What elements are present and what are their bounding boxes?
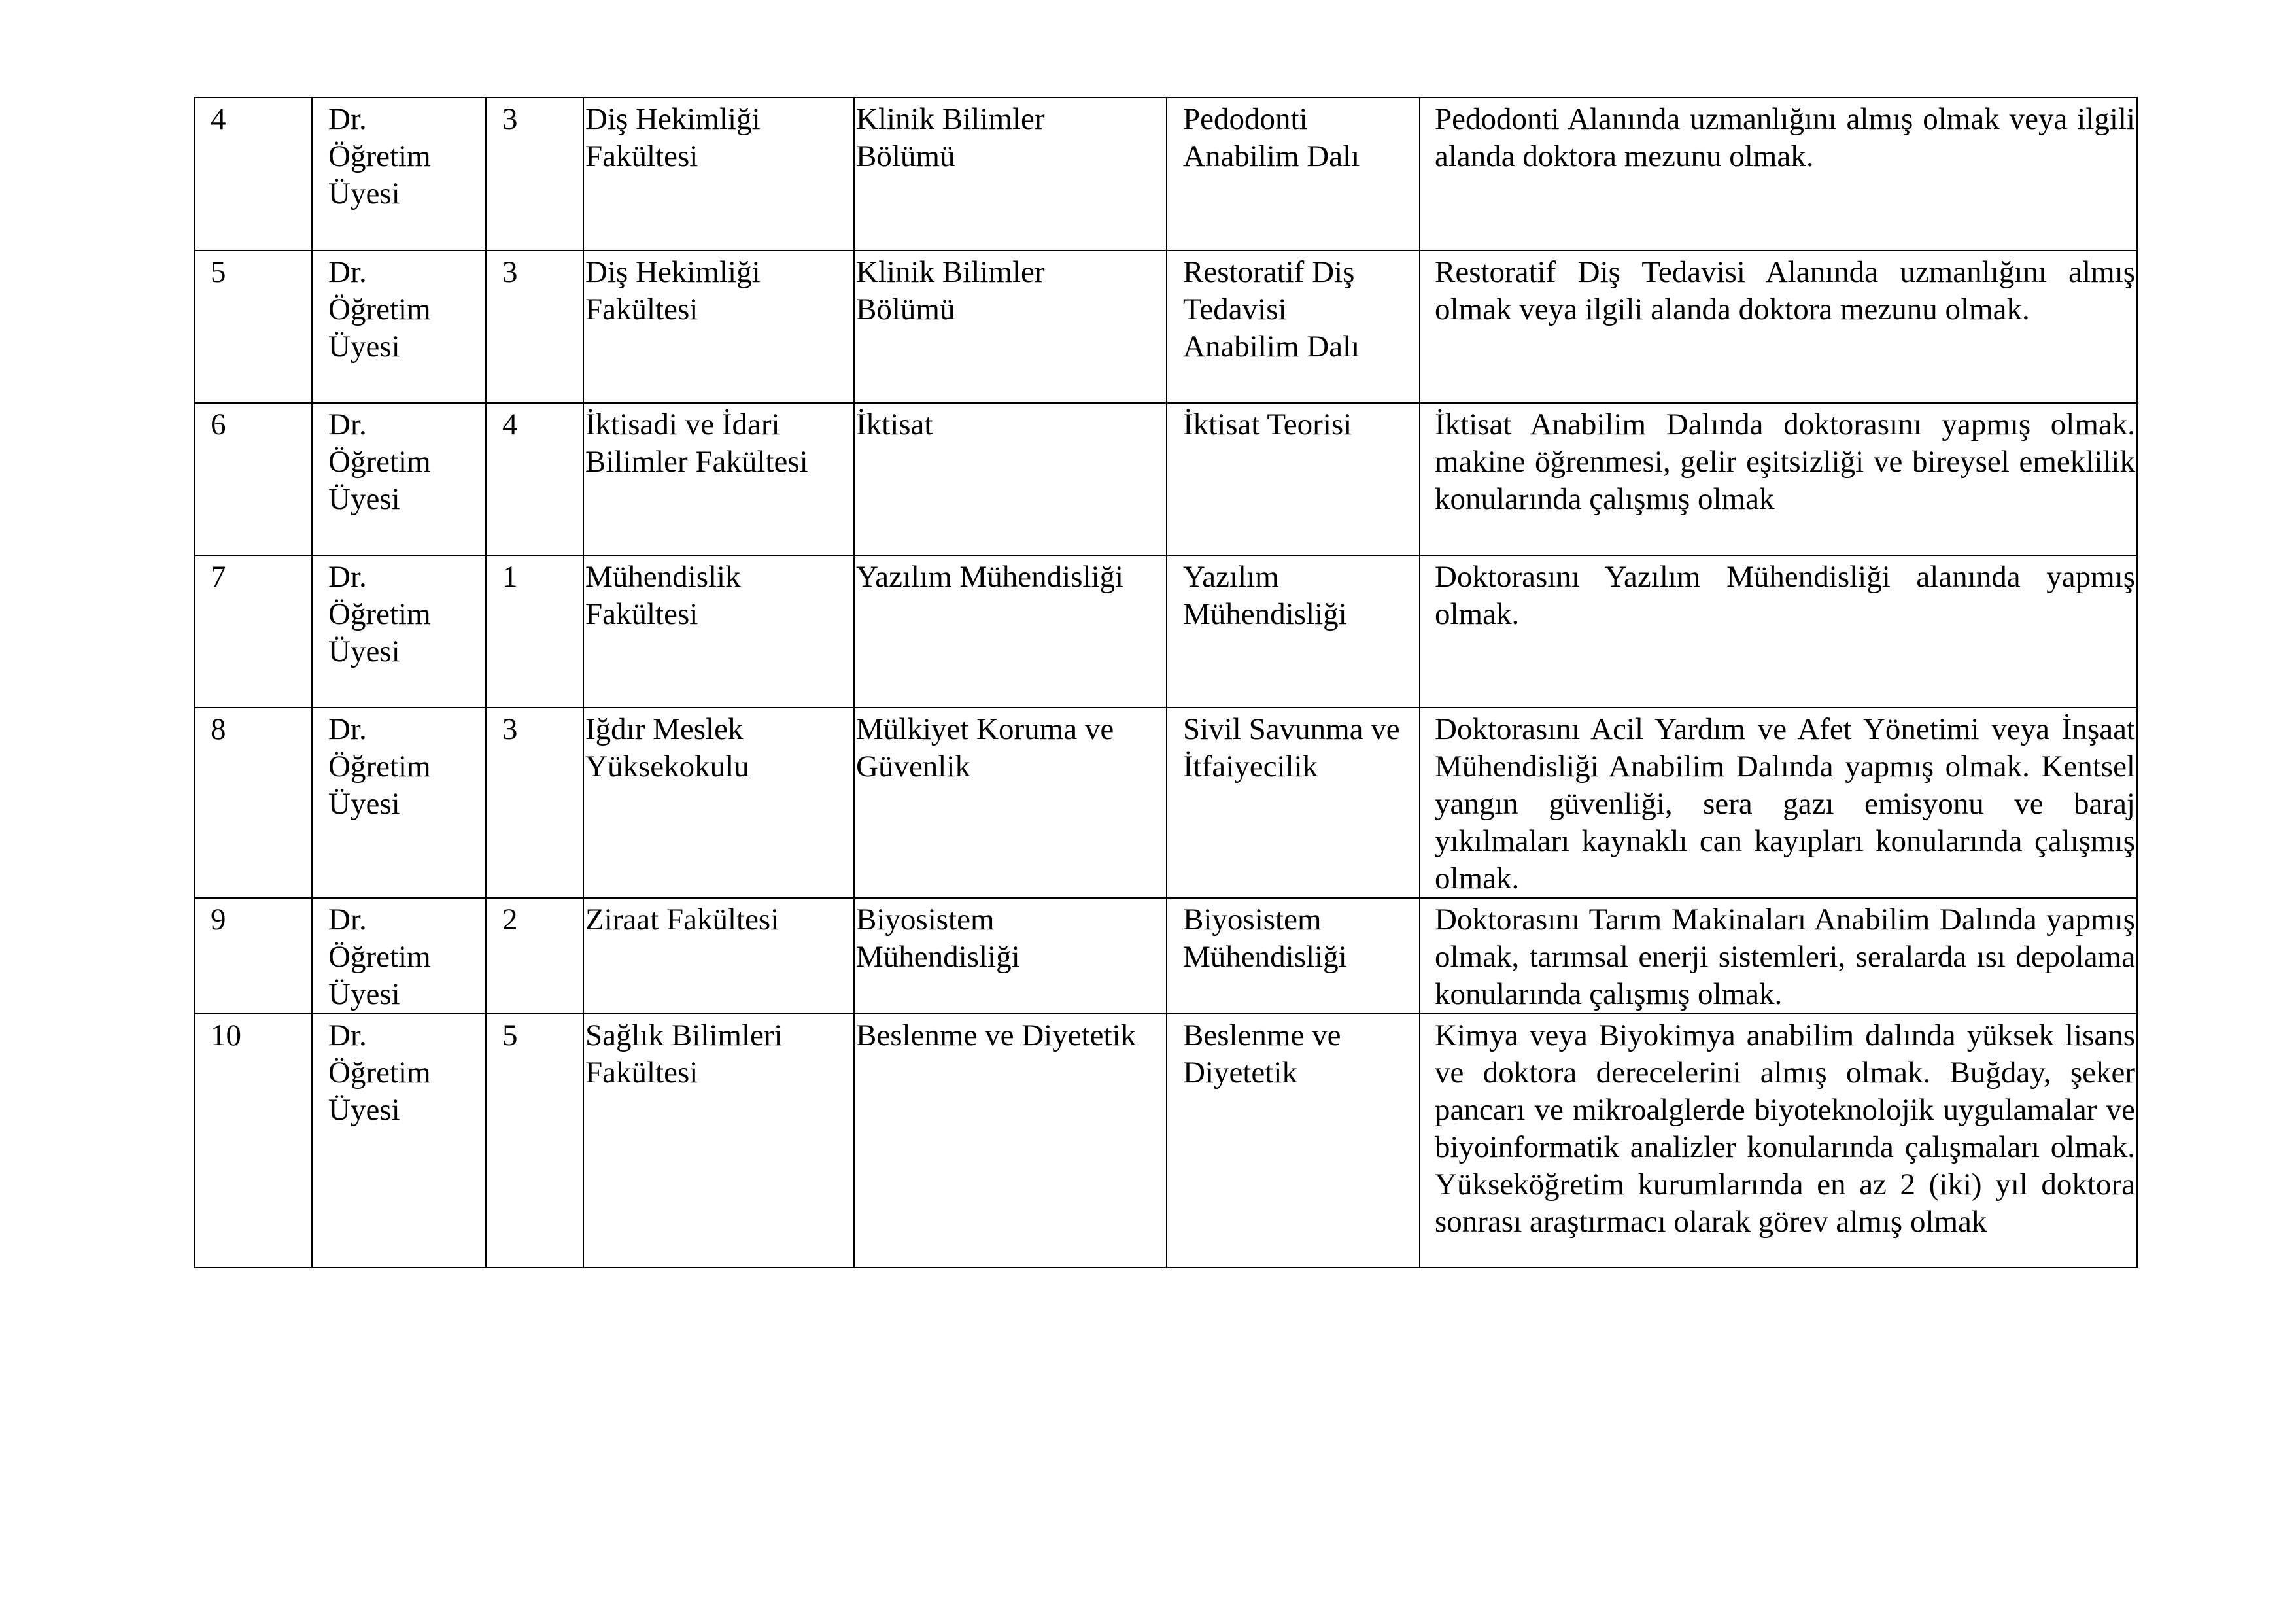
title-cell: Dr. Öğretim Üyesi — [312, 898, 486, 1014]
row-number: 9 — [194, 898, 312, 1014]
requirements-cell: Doktorasını Tarım Makinaları Anabilim Dalında yapmış olmak, tarımsal enerji sistemleri, seralarda ısı depolama konularında çalışmış olmak. — [1420, 898, 2137, 1014]
title-cell: Dr. Öğretim Üyesi — [312, 555, 486, 708]
title-cell: Dr. Öğretim Üyesi — [312, 708, 486, 898]
department-cell: Klinik Bilimler Bölümü — [854, 251, 1167, 403]
table-row — [194, 403, 2137, 555]
division-cell: Beslenme ve Diyetetik — [1167, 1014, 1420, 1268]
title-cell: Dr. Öğretim Üyesi — [312, 97, 486, 251]
requirements-cell: Doktorasını Acil Yardım ve Afet Yönetimi veya İnşaat Mühendisliği Anabilim Dalında yapmış olmak. Kentsel yangın güvenliği, sera gazı emisyonu ve baraj yıkılmaları kaynaklı can kayıpları konularında çalışmış olmak. — [1420, 708, 2137, 898]
title-cell: Dr. Öğretim Üyesi — [312, 403, 486, 555]
requirements-cell: İktisat Anabilim Dalında doktorasını yapmış olmak. makine öğrenmesi, gelir eşitsizliği ve bireysel emeklilik konularında çalışmış olmak — [1420, 403, 2137, 555]
table-row — [194, 898, 2137, 1014]
faculty-cell: İktisadi ve İdari Bilimler Fakültesi — [583, 403, 854, 555]
table-row — [194, 1014, 2137, 1268]
department-cell: Klinik Bilimler Bölümü — [854, 97, 1167, 251]
department-cell: Yazılım Mühendisliği — [854, 555, 1167, 708]
row-number: 8 — [194, 708, 312, 898]
position-count: 3 — [486, 97, 583, 251]
requirements-cell: Pedodonti Alanında uzmanlığını almış olmak veya ilgili alanda doktora mezunu olmak. — [1420, 97, 2137, 251]
position-count: 1 — [486, 555, 583, 708]
position-count: 5 — [486, 1014, 583, 1268]
department-cell: Beslenme ve Diyetetik — [854, 1014, 1167, 1268]
requirements-cell: Doktorasını Yazılım Mühendisliği alanında yapmış olmak. — [1420, 555, 2137, 708]
row-number: 4 — [194, 97, 312, 251]
faculty-cell: Sağlık Bilimleri Fakültesi — [583, 1014, 854, 1268]
position-count: 4 — [486, 403, 583, 555]
requirements-cell: Restoratif Diş Tedavisi Alanında uzmanlığını almış olmak veya ilgili alanda doktora mezunu olmak. — [1420, 251, 2137, 403]
division-cell: Pedodonti Anabilim Dalı — [1167, 97, 1420, 251]
position-count: 3 — [486, 251, 583, 403]
table-row — [194, 555, 2137, 708]
faculty-cell: Mühendislik Fakültesi — [583, 555, 854, 708]
requirements-cell: Kimya veya Biyokimya anabilim dalında yüksek lisans ve doktora derecelerini almış olmak. Buğday, şeker pancarı ve mikroalglerde biyoteknolojik uygulamalar ve biyoinformatik analizler konularında çalışmaları olmak. Yükseköğretim kurumlarında en az 2 (iki) yıl doktora sonrası araştırmacı olarak görev almış olmak — [1420, 1014, 2137, 1268]
position-count: 3 — [486, 708, 583, 898]
division-cell: Yazılım Mühendisliği — [1167, 555, 1420, 708]
division-cell: Restoratif Diş Tedavisi Anabilim Dalı — [1167, 251, 1420, 403]
table-row — [194, 708, 2137, 898]
faculty-cell: Ziraat Fakültesi — [583, 898, 854, 1014]
division-cell: İktisat Teorisi — [1167, 403, 1420, 555]
title-cell: Dr. Öğretim Üyesi — [312, 1014, 486, 1268]
department-cell: Biyosistem Mühendisliği — [854, 898, 1167, 1014]
table-row — [194, 97, 2137, 251]
department-cell: İktisat — [854, 403, 1167, 555]
faculty-cell: Iğdır Meslek Yüksekokulu — [583, 708, 854, 898]
faculty-cell: Diş Hekimliği Fakültesi — [583, 251, 854, 403]
table-row — [194, 251, 2137, 403]
row-number: 5 — [194, 251, 312, 403]
title-cell: Dr. Öğretim Üyesi — [312, 251, 486, 403]
row-number: 6 — [194, 403, 312, 555]
row-number: 7 — [194, 555, 312, 708]
academic-positions-table — [194, 97, 2138, 1268]
division-cell: Sivil Savunma ve İtfaiyecilik — [1167, 708, 1420, 898]
position-count: 2 — [486, 898, 583, 1014]
row-number: 10 — [194, 1014, 312, 1268]
division-cell: Biyosistem Mühendisliği — [1167, 898, 1420, 1014]
department-cell: Mülkiyet Koruma ve Güvenlik — [854, 708, 1167, 898]
faculty-cell: Diş Hekimliği Fakültesi — [583, 97, 854, 251]
